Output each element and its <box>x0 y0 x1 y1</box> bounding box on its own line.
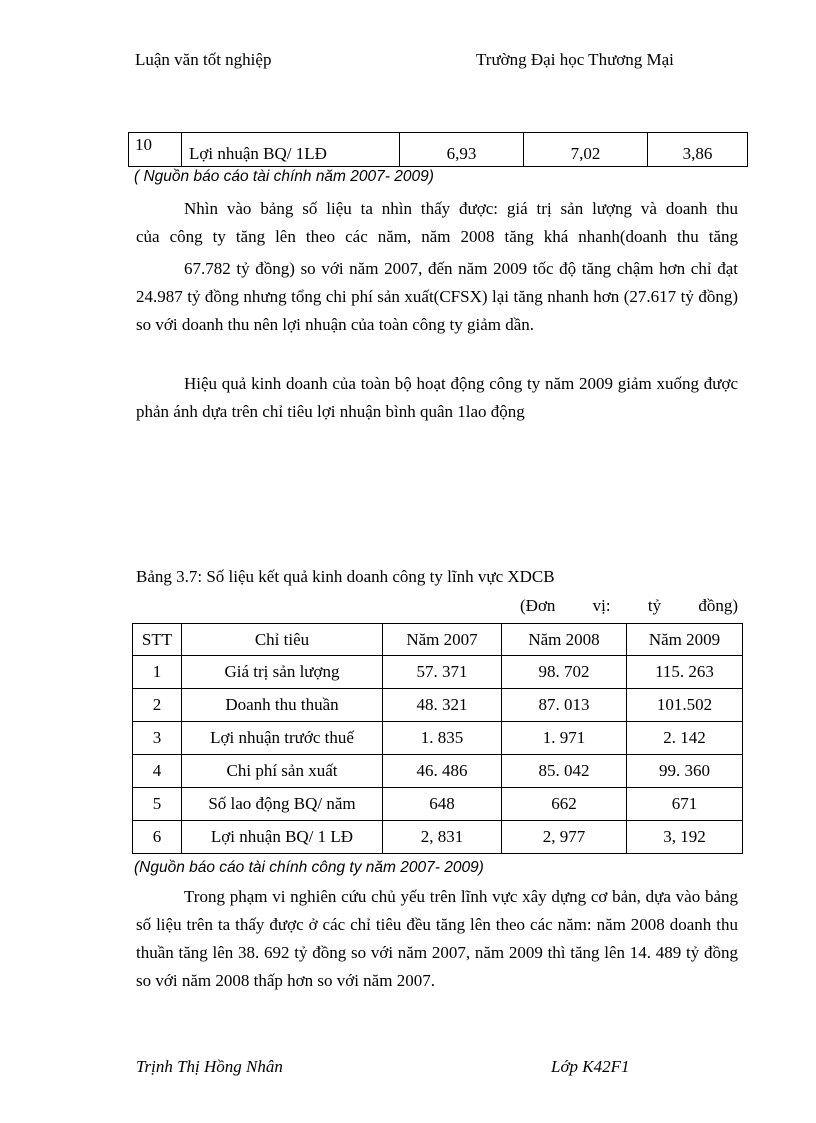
header-right: Trường Đại học Thương Mại <box>476 50 674 69</box>
cell-value: 1. 971 <box>502 722 627 755</box>
results-table <box>132 623 743 854</box>
column-header: Năm 2009 <box>627 624 743 656</box>
cell-value: 46. 486 <box>383 755 502 788</box>
table-row <box>133 788 743 821</box>
cell-stt: 2 <box>133 689 182 722</box>
cell-value: 85. 042 <box>502 755 627 788</box>
cell-indicator: Giá trị sản lượng <box>182 656 383 689</box>
cell-stt: 10 <box>129 133 182 167</box>
cell-value: 671 <box>627 788 743 821</box>
cell-value: 662 <box>502 788 627 821</box>
cell-stt: 5 <box>133 788 182 821</box>
cell-indicator: Doanh thu thuần <box>182 689 383 722</box>
table-row <box>133 656 743 689</box>
column-header: STT <box>133 624 182 656</box>
paragraph: Trong phạm vi nghiên cứu chủ yếu trên lĩnh vực xây dựng cơ bản, dựa vào bảng số liệu trên ta thấy được ở các chỉ tiêu đều tăng lên theo các năm: năm 2008 doanh thu thuần tăng lên 38. 692 tỷ đồng so với năm 2007, năm 2009 thì tăng lên 14. 489 tỷ đồng so với năm 2008 thấp hơn so với năm 2007. <box>136 887 738 990</box>
table-row <box>133 755 743 788</box>
cell-value: 99. 360 <box>627 755 743 788</box>
cell-value: 1. 835 <box>383 722 502 755</box>
table-row <box>133 821 743 854</box>
table-header-row <box>133 624 743 656</box>
source-note: (Nguồn báo cáo tài chính công ty năm 2007- 2009) <box>134 859 484 876</box>
paragraph-line: Nhìn vào bảng số liệu ta nhìn thấy được: giá trị sản lượng và doanh thu <box>184 199 738 218</box>
source-note: ( Nguồn báo cáo tài chính năm 2007- 2009) <box>134 168 434 185</box>
cell-value: 2. 142 <box>627 722 743 755</box>
table-row <box>129 133 748 167</box>
paragraph: Hiệu quả kinh doanh của toàn bộ hoạt động công ty năm 2009 giảm xuống được phản ánh dựa trên chỉ tiêu lợi nhuận bình quân 1lao động <box>136 374 738 421</box>
cell-value: 98. 702 <box>502 656 627 689</box>
footer-left: Trịnh Thị Hồng Nhân <box>136 1057 283 1076</box>
footer-right: Lớp K42F1 <box>551 1057 630 1076</box>
cell-stt: 4 <box>133 755 182 788</box>
cell-value: 48. 321 <box>383 689 502 722</box>
table-row <box>133 722 743 755</box>
cell-value: 87. 013 <box>502 689 627 722</box>
cell-stt: 1 <box>133 656 182 689</box>
cell-value: 648 <box>383 788 502 821</box>
cell-stt: 6 <box>133 821 182 854</box>
table-row <box>133 689 743 722</box>
table-caption: Bảng 3.7: Số liệu kết quả kinh doanh công ty lĩnh vực XDCB <box>136 567 555 586</box>
cell-indicator: Số lao động BQ/ năm <box>182 788 383 821</box>
unit-label: (Đơn vị: tỷ đồng) <box>520 596 738 615</box>
cell-value: 2, 977 <box>502 821 627 854</box>
top-table <box>128 132 748 167</box>
header-left: Luận văn tốt nghiệp <box>135 50 272 69</box>
column-header: Năm 2007 <box>383 624 502 656</box>
cell-value: 3, 192 <box>627 821 743 854</box>
column-header: Chỉ tiêu <box>182 624 383 656</box>
cell-value: 2, 831 <box>383 821 502 854</box>
cell-label: Lợi nhuận BQ/ 1LĐ <box>182 133 400 167</box>
cell-value: 101.502 <box>627 689 743 722</box>
cell-indicator: Lợi nhuận trước thuế <box>182 722 383 755</box>
cell-value: 7,02 <box>524 133 648 167</box>
column-header: Năm 2008 <box>502 624 627 656</box>
paragraph: 67.782 tỷ đồng) so với năm 2007, đến năm 2009 tốc độ tăng chậm hơn chỉ đạt 24.987 tỷ đồng nhưng tổng chi phí sản xuất(CFSX) lại tăng nhanh hơn (27.617 tỷ đồng) so với doanh thu nên lợi nhuận của toàn công ty giảm dần. <box>136 259 738 334</box>
paragraph <box>136 195 738 251</box>
cell-value: 115. 263 <box>627 656 743 689</box>
cell-value: 3,86 <box>648 133 748 167</box>
cell-indicator: Chi phí sản xuất <box>182 755 383 788</box>
cell-value: 6,93 <box>400 133 524 167</box>
paragraph-line: của công ty tăng lên theo các năm, năm 2008 tăng khá nhanh(doanh thu tăng <box>136 227 738 246</box>
cell-stt: 3 <box>133 722 182 755</box>
cell-indicator: Lợi nhuận BQ/ 1 LĐ <box>182 821 383 854</box>
cell-value: 57. 371 <box>383 656 502 689</box>
